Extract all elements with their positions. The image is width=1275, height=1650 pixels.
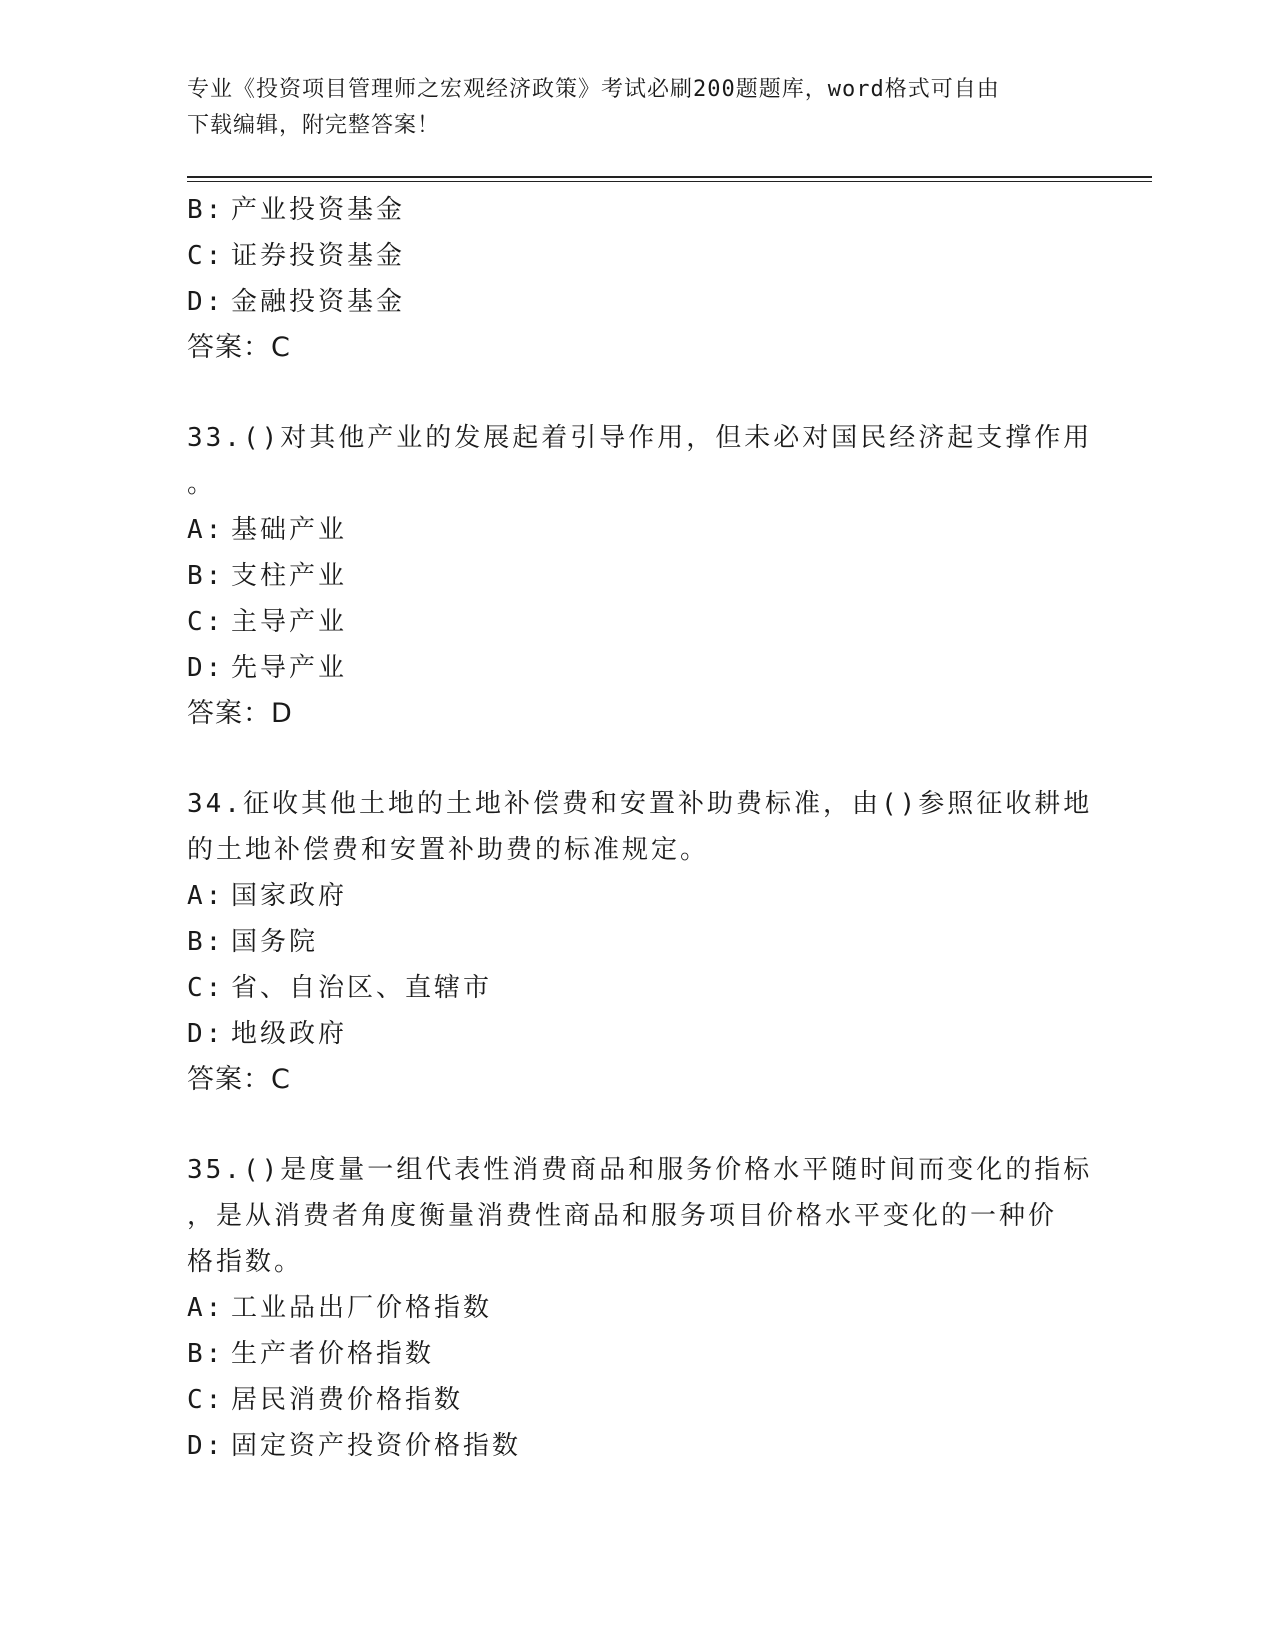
option-letter: C: [187,973,225,1003]
question-34 [187,781,1093,1103]
header-title-line-1: 专业《投资项目管理师之宏观经济政策》考试必刷200题题库，word格式可自由 [187,77,1000,102]
option-line [187,1423,1087,1469]
option-line [187,1285,1087,1331]
answer-line: 答案：D [187,698,293,729]
question-stem-line: 35.()是度量一组代表性消费商品和服务价格水平随时间而变化的指标 [187,1155,1093,1185]
question-stem-line: 格指数。 [187,1247,304,1277]
option-line [187,553,1087,599]
document-header [187,72,1067,144]
question-stem-line: ，是从消费者角度衡量消费性商品和服务项目价格水平变化的一种价 [187,1201,1058,1231]
option-letter: C: [187,607,225,637]
option-letter: D: [187,1431,225,1461]
option-text: 省、自治区、直辖市 [231,973,493,1003]
question-content [187,187,1093,1469]
header-divider-thin [187,181,1152,182]
option-text: 工业品出厂价格指数 [231,1293,493,1323]
option-line [187,187,1087,233]
header-divider-thick [187,176,1152,178]
option-line [187,873,1087,919]
option-letter: C: [187,241,225,271]
option-letter: B: [187,927,225,957]
option-text: 生产者价格指数 [231,1339,435,1369]
answer-line: 答案：C [187,1064,291,1095]
option-text: 居民消费价格指数 [231,1385,464,1415]
question-stem-line: 34.征收其他土地的土地补偿费和安置补助费标准，由()参照征收耕地 [187,789,1093,819]
option-letter: A: [187,515,225,545]
option-text: 主导产业 [231,607,348,637]
header-title-line-2: 下载编辑，附完整答案！ [187,113,441,138]
option-line [187,599,1087,645]
question-35 [187,1147,1093,1469]
option-text: 证券投资基金 [231,241,406,271]
option-text: 国家政府 [231,881,348,911]
option-line [187,965,1087,1011]
option-text: 地级政府 [231,1019,348,1049]
option-line [187,919,1087,965]
option-line [187,233,1087,279]
answer-line: 答案：C [187,332,291,363]
option-text: 金融投资基金 [231,287,406,317]
option-line [187,1331,1087,1377]
option-letter: B: [187,195,225,225]
option-letter: D: [187,653,225,683]
option-text: 基础产业 [231,515,348,545]
option-text: 固定资产投资价格指数 [231,1431,522,1461]
option-text: 先导产业 [231,653,348,683]
option-text: 国务院 [231,927,319,957]
option-letter: A: [187,1293,225,1323]
option-letter: C: [187,1385,225,1415]
carryover-block [187,187,1087,371]
option-line [187,507,1087,553]
option-text: 产业投资基金 [231,195,406,225]
option-line [187,1011,1087,1057]
question-33 [187,415,1093,737]
option-letter: D: [187,1019,225,1049]
question-stem-line: 。 [187,469,217,499]
option-letter: D: [187,287,225,317]
option-letter: A: [187,881,225,911]
question-stem-line: 33.()对其他产业的发展起着引导作用，但未必对国民经济起支撑作用 [187,423,1093,453]
option-text: 支柱产业 [231,561,348,591]
option-line [187,1377,1087,1423]
option-letter: B: [187,1339,225,1369]
option-line [187,645,1087,691]
option-letter: B: [187,561,225,591]
option-line [187,279,1087,325]
question-stem-line: 的土地补偿费和安置补助费的标准规定。 [187,835,710,865]
